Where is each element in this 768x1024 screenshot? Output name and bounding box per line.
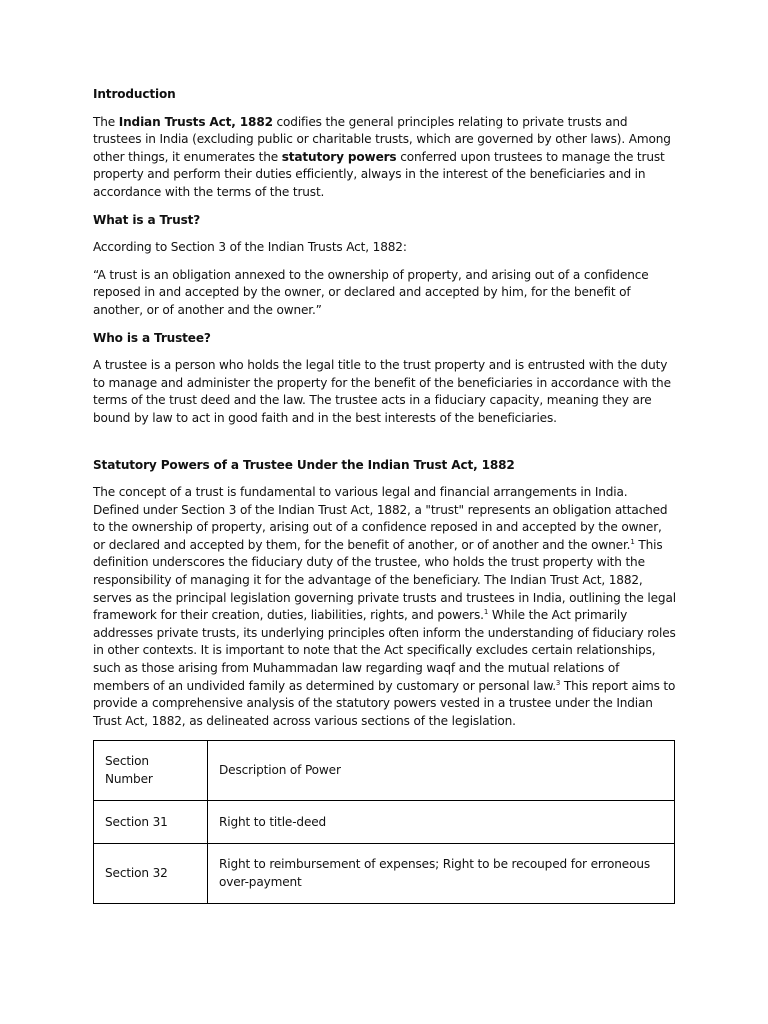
footnote-ref[interactable]: 3	[555, 678, 561, 687]
act-name-bold: Indian Trusts Act, 1882	[118, 114, 273, 129]
text-run: The concept of a trust is fundamental to various legal and financial arrangements in India. Defined under Section 3 of the Indian Trust Act, 1882, a "trust" represents an obligation attached to the ownership of property, arising out of a confidence reposed in and accepted by the owner, or declared and accepted by them, for the benefit of another, or of another and the owner.	[93, 485, 668, 552]
text-run: conferred upon trustees to manage the trust property and perform their duties efficiently, always in the interest of the beneficiaries and in accordance with the terms of the trust.	[93, 149, 665, 199]
text-run: While the Act primarily addresses private trusts, its underlying principles often inform the understanding of fiduciary roles in other contexts. It is important to note that the Act specifically excludes certain relationships, such as those arising from Muhammadan law regarding waqf and the mutual relations of members of an undivided family as determined by customary or personal law.	[93, 608, 676, 693]
introduction-paragraph	[93, 114, 677, 202]
table-cell: Section 32	[94, 844, 208, 904]
trust-heading: What is a Trust?	[93, 212, 201, 227]
trust-paragraph: According to Section 3 of the Indian Trusts Act, 1882:	[93, 240, 407, 255]
statutory-powers-bold: statutory powers	[281, 149, 397, 164]
statutory-powers-table	[93, 740, 675, 904]
table-header-cell: Section Number	[94, 741, 208, 801]
statutory-powers-heading: Statutory Powers of a Trustee Under the Indian Trust Act, 1882	[93, 457, 515, 472]
text-run: This definition underscores the fiduciary duty of the trustee, who holds the trust property with the responsibility of managing it for the advantage of the beneficiary. The Indian Trust Act, 1882, serves as the principal legislation governing private trusts and trustees in India, outlining the legal framework for their creation, duties, liabilities, rights, and powers.	[93, 537, 676, 623]
table-cell: Right to title-deed	[208, 801, 675, 844]
footnote-ref[interactable]: 1	[483, 608, 489, 617]
table-row	[94, 801, 675, 844]
introduction-heading: Introduction	[93, 87, 176, 101]
text-run: This report aims to provide a comprehensive analysis of the statutory powers vested in a trustee under the Indian Trust Act, 1882, as delineated across various sections of the legislation.	[93, 678, 676, 728]
footnote-ref[interactable]: 1	[630, 537, 635, 546]
text-run: codifies the general principles relating to private trusts and trustees in India (excluding public or charitable trusts, which are governed by other laws). Among other things, it enumerates the	[93, 114, 671, 164]
text-run: The	[93, 114, 119, 129]
trustee-paragraph: A trustee is a person who holds the legal title to the trust property and is entrusted with the duty to manage and administer the property for the benefit of the beneficiaries in accordance with the terms of the trust deed and the law. The trustee acts in a fiduciary capacity, meaning they are bound by law to act in good faith and in the best interests of the beneficiaries.	[93, 358, 671, 425]
document-body	[93, 86, 677, 904]
table-cell: Right to reimbursement of expenses; Right to be recouped for erroneous over-payment	[208, 844, 675, 904]
table-header-cell: Description of Power	[208, 741, 675, 801]
table-row	[94, 844, 675, 904]
trustee-heading: Who is a Trustee?	[93, 330, 211, 345]
trust-definition-quote: “A trust is an obligation annexed to the ownership of property, and arising out of a confidence reposed in and accepted by the owner, or declared and accepted by him, for the benefit of another, or of another and the owner.”	[93, 267, 649, 317]
table-header-row	[94, 741, 675, 801]
table-cell: Section 31	[94, 801, 208, 844]
statutory-powers-paragraph	[93, 484, 677, 730]
